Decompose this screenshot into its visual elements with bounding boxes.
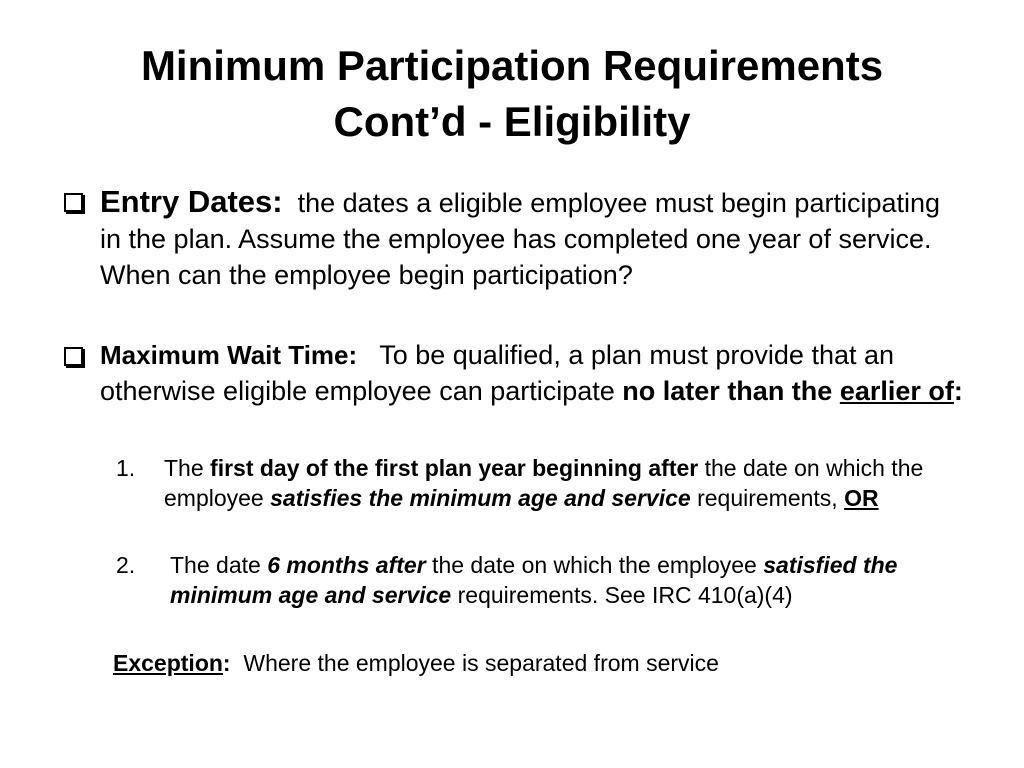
item-number: 2. (116, 552, 136, 578)
item-text: The (164, 455, 211, 481)
exception-label: Exception (113, 650, 223, 676)
item-text: the date on which the employee (425, 552, 764, 578)
item-bold-italic-text: satisfied the minimum age and service (170, 552, 898, 608)
no-later-than-text: no later than the (622, 376, 840, 406)
bullet-entry-dates (64, 184, 964, 293)
or-text: OR (844, 485, 879, 511)
item-text: The date (170, 552, 268, 578)
item-text: the date on which the employee (164, 455, 924, 511)
maximum-wait-time-body: To be qualified, a plan must provide that an otherwise eligible employee can participate (100, 340, 895, 406)
exception-text: Where the employee is separated from service (230, 650, 719, 676)
numbered-item-1 (116, 453, 966, 513)
entry-dates-body: the dates a eligible employee must begin participating in the plan. Assume the employee has completed one year of service. When can the employee begin participation? (100, 188, 941, 290)
maximum-wait-time-lead: Maximum Wait Time: (100, 340, 358, 370)
checkbox-bullet-icon (64, 347, 83, 366)
item-bold-italic-text: 6 months after (267, 552, 426, 578)
slide-title-line-1: Minimum Participation Requirements (140, 42, 884, 89)
bullet-entry-dates-text (100, 184, 964, 293)
slide-title-line-2: Cont’d - Eligibility (333, 98, 691, 145)
item-text: requirements. See IRC 410(a)(4) (451, 582, 793, 608)
colon-text: : (953, 376, 963, 406)
item-number: 1. (116, 455, 136, 481)
numbered-item-2-text (170, 550, 966, 610)
slide-title (40, 38, 984, 150)
bullet-maximum-wait-time (64, 337, 964, 409)
numbered-item-2 (116, 550, 966, 610)
bullet-maximum-wait-time-text (100, 337, 964, 409)
earlier-of-text: earlier of (839, 376, 954, 406)
item-bold-text: first day of the first plan year beginning after (210, 455, 699, 481)
exception-note (113, 648, 973, 678)
item-bold-italic-text: satisfies the minimum age and service (270, 485, 691, 511)
item-text: requirements, (690, 485, 845, 511)
exception-colon: : (222, 650, 231, 676)
numbered-item-1-text (164, 453, 966, 513)
checkbox-bullet-icon (64, 193, 83, 212)
entry-dates-lead: Entry Dates: (100, 184, 283, 219)
